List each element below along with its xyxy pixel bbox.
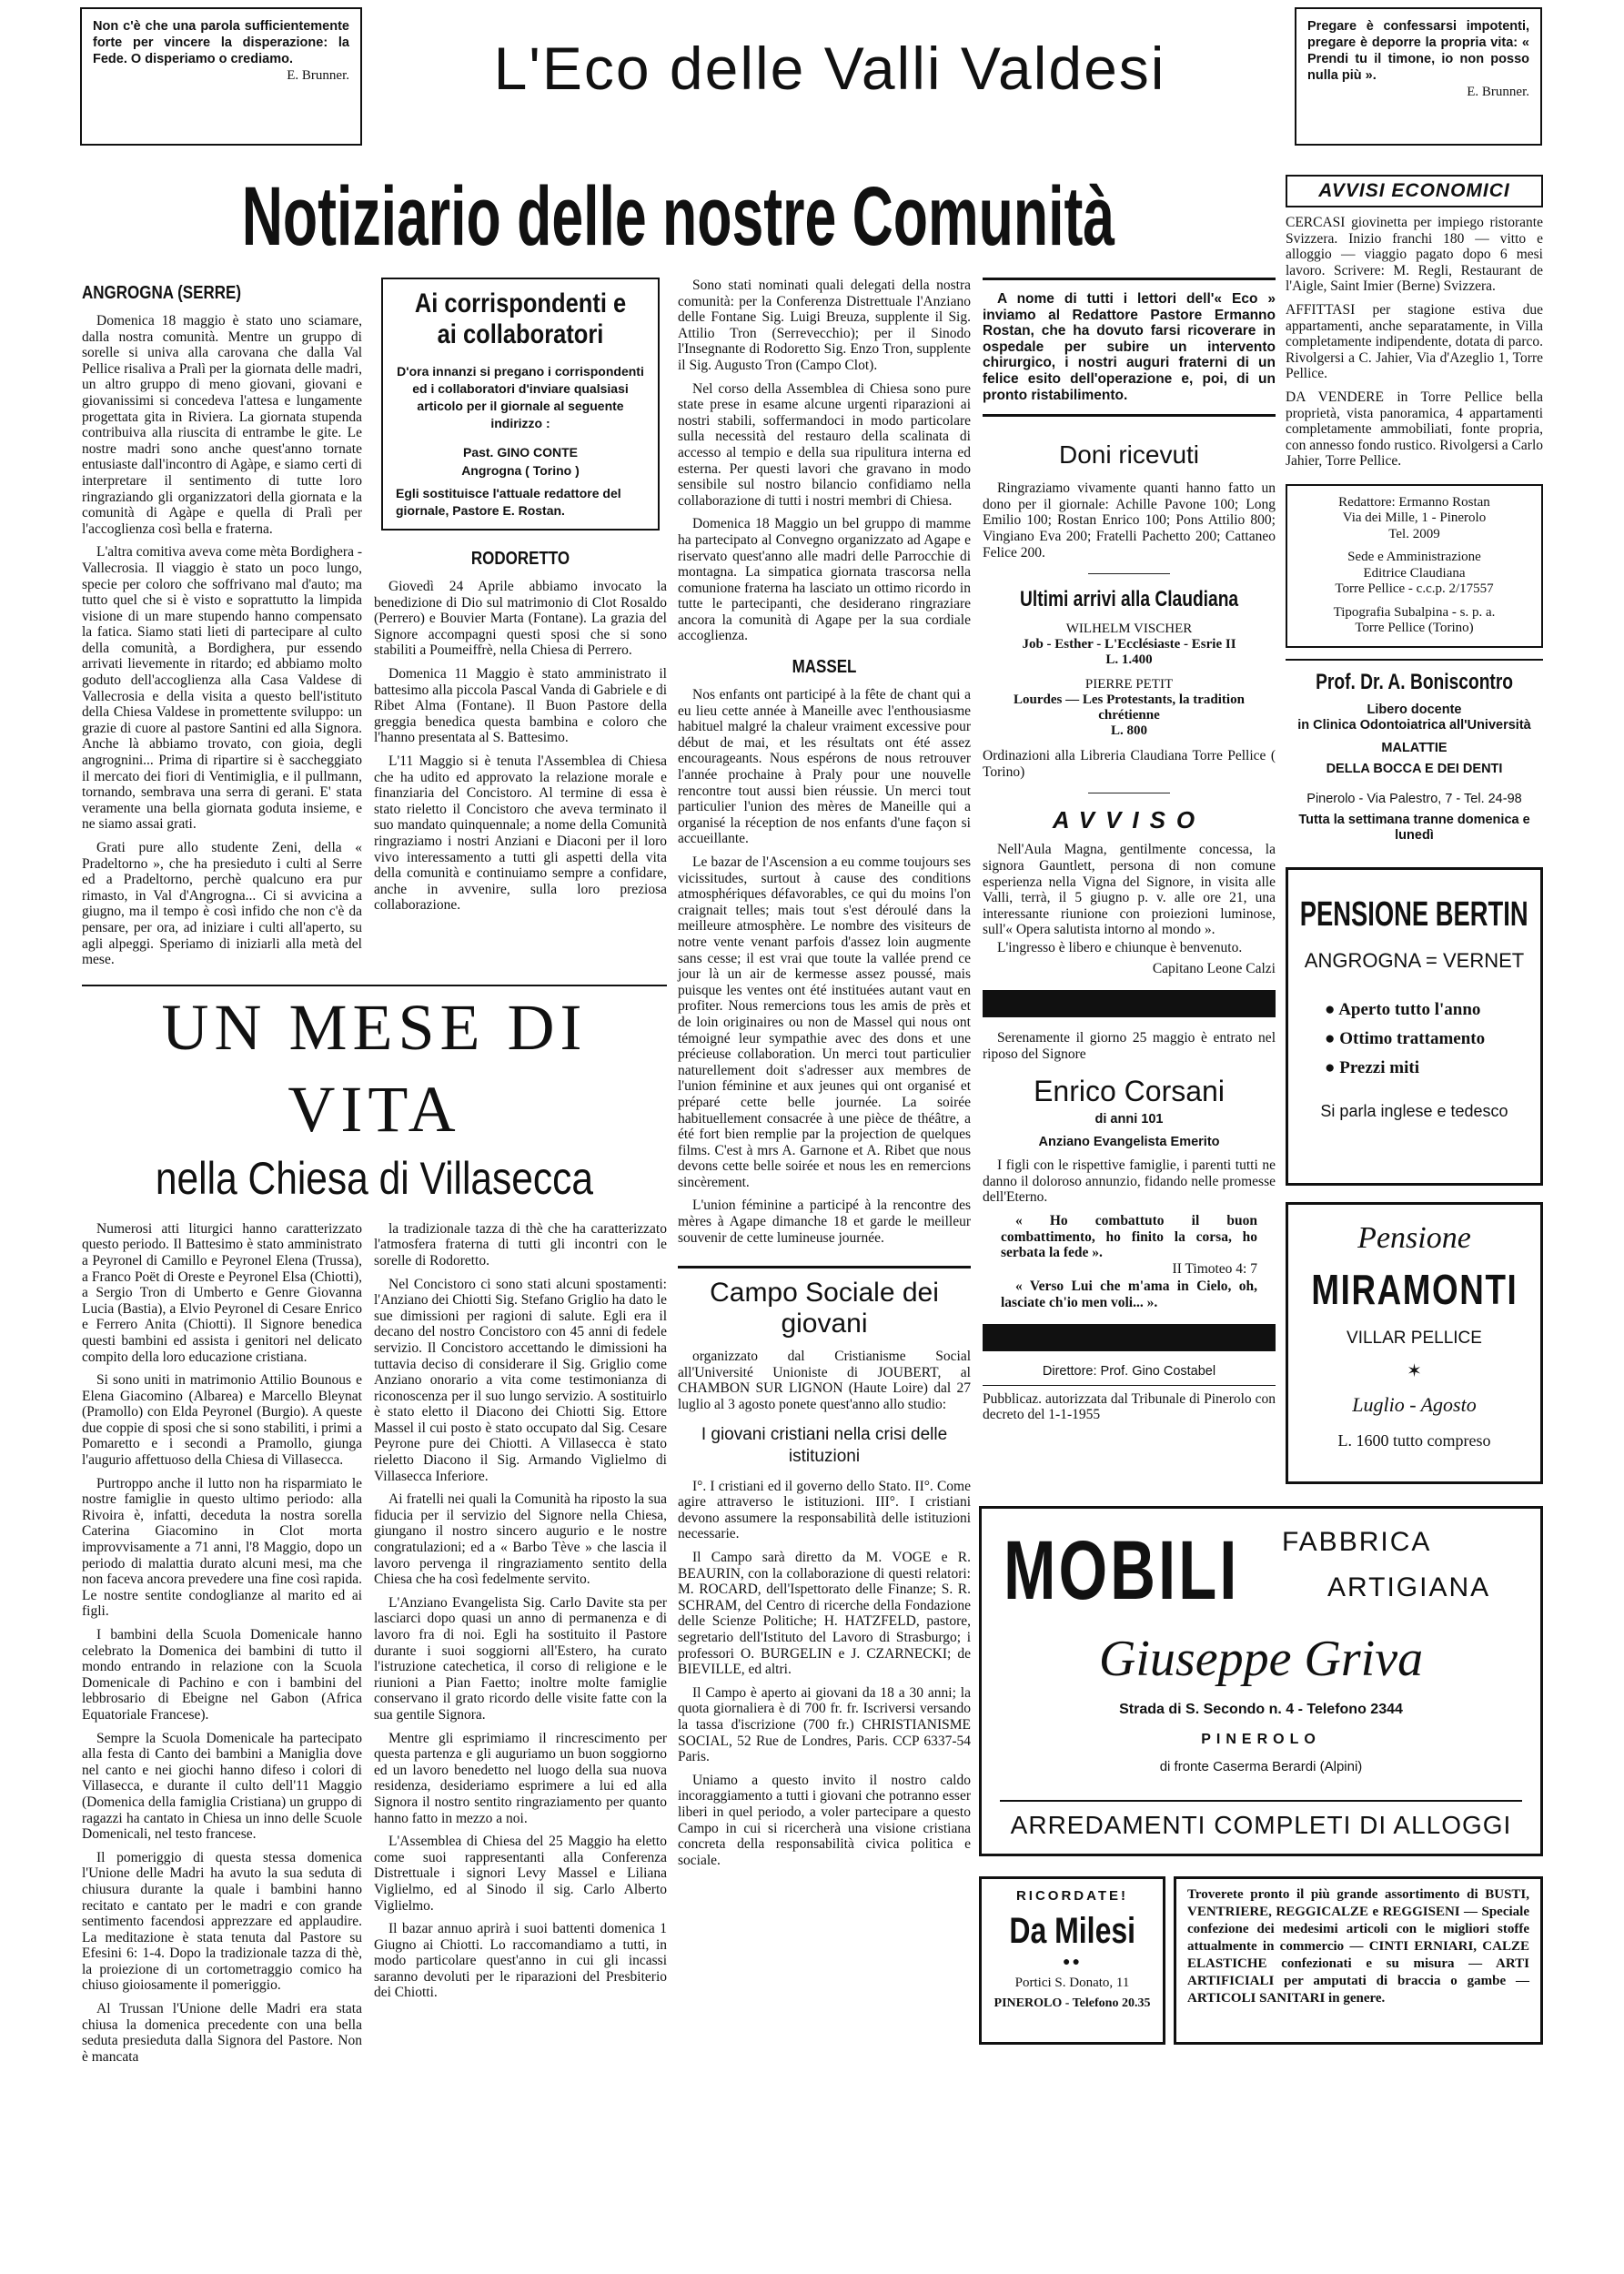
villasecca-title: UN MESE DI VITA xyxy=(161,990,588,1146)
imprint-line: Editrice Claudiana xyxy=(1363,565,1466,581)
milesi-ad xyxy=(979,1876,1165,2045)
correspondents-box xyxy=(381,278,660,531)
right-block xyxy=(979,180,1543,2045)
milesi-remember: RICORDATE! xyxy=(1015,1887,1129,1904)
dots-icon: ●● xyxy=(1063,1953,1082,1968)
claudiana-orders: Ordinazioni alla Libreria Claudiana Torre Pellice ( Torino) xyxy=(983,748,1276,780)
dentist-name: Prof. Dr. A. Boniscontro xyxy=(1316,669,1513,694)
dentist-line: DELLA BOCCA E DEI DENTI xyxy=(1326,761,1503,776)
paragraph: L'altra comitiva aveva come mèta Bordighera - Vallecrosia. Il viaggio è stato un poco lungo, specie per coloro che soffrivano mal d'auto; ma tutto quel che si è visto e soprattutto la limpida visione di un mare stupendo hanno compensato la fatica. Siamo stati lieti di partecipare al culto della comunità, a Bordighera, pur essendo arrivati lievemente in ritardo; ed abbiamo molto goduto dell'accoglienza alla Casa Valdese di Vallecrosia e della visita a questo bell'istituto della Chiesa Valdese in promettente sviluppo: un grazie di cuore al pastore Santini ed alla Signora. Anche là abbiamo trovato, con gioia, degli angrognini... Prima di ripartire si è saccheggiato il mercato dei fiori di Ventimiglia, e il pullmann, tornando, sembrava una serra di gerani. E' stata veramente una bella giornata goduta insieme, e ne siamo assai grati. xyxy=(82,544,362,833)
feature-item xyxy=(1325,1058,1531,1078)
miramonti-name: MIRAMONTI xyxy=(1311,1265,1518,1313)
milesi-text: Troverete pronto il più grande assortimento di BUSTI, VENTRIERE, REGGICALZE e REGGISENI — Speciale confezione dei medesimi articoli con le migliori stoffe attualmente in commercio — CINTI ERNIARI, CALZE ELASTICHE confezionati e su misura — ARTI ARTIFICIALI per amputati di braccia o gambe — ARTICOLI SANITARI in genere. xyxy=(1187,1886,1529,2006)
paragraph: Domenica 11 Maggio è stato amministrato il battesimo alla piccola Pascal Vanda di Gabriele e di Ribet Alma (Fontane). Il Buon Pastore della greggia benedica questa bambina e coloro che l'hanno presentata al S. Battesimo. xyxy=(374,665,667,746)
header-right-quote-box xyxy=(1295,7,1542,146)
paragraph: L'union féminine a participé à la rencontre des mères à Agape dimanche 18 et garde le meilleur souvenir de cette lumineuse journée. xyxy=(678,1198,971,1246)
column-3 xyxy=(678,278,971,1868)
paragraph: Si sono uniti in matrimonio Attilio Bounous e Elena Giacomino (Albarea) e Marcello Bleynat (Pramollo) con Elda Peyronel (Burgio). A queste due coppie di sposi che si sono stabiliti, i primi a Pomaretto e i secondi a Pramollo, giunga l'augurio affettuoso della Chiesa di Villasecca. xyxy=(82,1372,362,1469)
imprint-line: Sede e Amministrazione xyxy=(1347,550,1481,565)
paragraph: Sono stati nominati quali delegati della nostra comunità: per la Conferenza Distrettuale l'Anziano delle Fontane Sig. Luigi Breuza, supplente il Sig. Attilio Tron (Serrevecchio); per il Sinodo l'Insegnante di Rodoretto Sig. Enzo Tron, supplente il Sig. Augusto Tron (Campo Clot). xyxy=(678,278,971,373)
milesi-city: PINEROLO - Telefono 20.35 xyxy=(994,1996,1151,2010)
paragraph: Mentre gli esprimiamo il rincrescimento per questa partenza e gli auguriamo un buon soggiorno ed un lavoro benedetto nel luogo della sua nuova residenza, desideriamo esprimere a lui ed alla Signora il nostro sentito ringraziamento per quanto hanno fatto in mezzo a noi. xyxy=(374,1730,667,1826)
bullet-icon: ● xyxy=(1325,999,1339,1019)
avviso-title: AVVISO xyxy=(1052,806,1206,834)
mobili-address: Strada di S. Secondo n. 4 - Telefono 2344 xyxy=(1119,1701,1403,1717)
paragraph: Le bazar de l'Ascension a eu comme toujours ses vicissitudes, surtout à cause des conditions atmosphériques défavorables, ce qui du moins l'on craignait telles; mais tout s'est déroulé dans la meilleure atmosphère. Le nombre des visiteurs de notre vente venant parfois d'assez loin augmente sans cesse; il est vrai que toute la vallée prend ce jour là un air de kermesse assez poussé, mais puisque les ventes ont été instituées autant vaut en profiter. Nous remercions tous les amis de près et de loin originaires ou non de Massel qui nous ont témoigné leur sympathie avec des dons et une précieuse collaboration. Un merci tout particulier naturellement doit s'adresser aux membres de l'union féminine et aux jeunes qui ont organisé et préparé cette belle journée. La soirée habituellement consacrée à une pièce de théâtre, a été fort bien remplie par la projection de quelques films. C'est à mrs A. Garnone et A. Ribet que nous devons cette belle soirée et nous les en remercions sincèrement. xyxy=(678,854,971,1190)
header-right-quote: Pregare è confessarsi impotenti, pregare è deporre la propria vita: « Prendi tu il timone, io non posso nulla più ». xyxy=(1307,19,1529,83)
mobili-name: Giuseppe Griva xyxy=(1098,1630,1424,1687)
book-entry xyxy=(983,622,1276,668)
doni-text: Ringraziamo vivamente quanti hanno fatto un dono per il giornale: Achille Pavone 100; Long Emilio 100; Rostan Enrico 100; Pons Attilio 800; Vingiano Eva 200; Fratelli Pachetto 200; Cattaneo Felice 200. xyxy=(983,480,1276,561)
villasecca-col1 xyxy=(82,1221,362,2066)
obituary-reference: II Timoteo 4: 7 xyxy=(1172,1260,1257,1277)
mobili-line: ARTIGIANA xyxy=(1327,1572,1491,1602)
dentist-ad xyxy=(1286,659,1543,844)
paragraph: Il bazar annuo aprirà i suoi battenti domenica 1 Giugno ai Chiotti. Lo raccomandiamo a tutti, in modo particolare quest'anno in cui gli incassi saranno devoluti per le riparazioni del Presbiterio dei Chiotti. xyxy=(374,1921,667,2001)
mobili-tagline: ARREDAMENTI COMPLETI DI ALLOGGI xyxy=(1000,1800,1522,1840)
right-column xyxy=(1286,175,1543,1484)
avviso-text: Nell'Aula Magna, gentilmente concessa, la signora Gauntlett, persona di non comune esperienza nella Vigna del Signore, in visita alle Valli, terrà, il 5 giugno p. v. alle ore 21, una interessante riunione con proiezioni luminose, sull'« Opera salutista intorno al mondo ». xyxy=(983,842,1276,938)
miramonti-price: L. 1600 tutto compreso xyxy=(1337,1430,1491,1450)
avviso-sign: Capitano Leone Calzi xyxy=(1152,961,1276,977)
milesi-name: Da Milesi xyxy=(1009,1910,1135,1951)
milesi-row xyxy=(979,1876,1543,2045)
header-left-quote: Non c'è che una parola sufficientemente forte per vincere la disperazione: la Fede. O disperiamo o crediamo. xyxy=(93,19,349,66)
pensione-bertin-ad xyxy=(1286,867,1543,1186)
mobili-griva-ad xyxy=(979,1506,1543,1856)
obituary-intro: Serenamente il giorno 25 maggio è entrato nel riposo del Signore xyxy=(983,1030,1276,1062)
article-title: RODORETTO xyxy=(470,549,570,569)
correspondents-place: Angrogna ( Torino ) xyxy=(461,463,580,478)
page-headline-wrap xyxy=(82,162,1274,271)
paragraph: Uniamo a questo invito il nostro caldo incoraggiamento a tutti i giovani che potranno esser liberi in quel periodo, a voler partecipare a questo Campo in cui si ricercherà una visione cristiana concreta della responsabilità civica politica e sociale. xyxy=(678,1772,971,1868)
book-title: Lourdes — Les Protestants, la tradition chrétienne xyxy=(1014,692,1245,723)
classified-ad: DA VENDERE in Torre Pellice bella proprietà, vista panoramica, 4 appartamenti completamente ammobiliati, fonte propria, con annesso fondo rustico. Rivolgersi a Carlo Jahier, Torre Pellice. xyxy=(1286,389,1543,470)
paragraph: Nos enfants ont participé à la fête de chant qui a eu lieu cette année à Maneille avec l'enthousiasme habituel malgré la chaleur vraiment excessive pour début de mai, et les résultats ont été assez encourageants. Nous espérons de nous retrouver l'année prochaine à Praly pour une nouvelle rencontre tout aussi bien réussie. Un merci tout particulier l'union des mères de Maneille qui a organisé la réception de nos enfants d'une façon si accueillante. xyxy=(678,687,971,847)
villasecca-subtitle: nella Chiesa di Villasecca xyxy=(155,1152,594,1204)
bertin-name: PENSIONE BERTIN xyxy=(1300,894,1528,934)
correspondents-title: Ai corrispondenti e ai collaboratori xyxy=(414,288,627,349)
imprint-line: Tipografia Subalpina - s. p. a. xyxy=(1333,604,1496,620)
obituary-quote: « Ho combattuto il buon combattimento, ho finito la corsa, ho serbata la fede ». xyxy=(1001,1213,1257,1261)
feature-label: Prezzi miti xyxy=(1339,1057,1419,1077)
campo-intro: organizzato dal Cristianisme Social all'Université Unioniste di JOUBERT, al CHAMBON SUR LIGNON (Haute Loire) dal 27 luglio al 3 agosto ponete quest'anno allo studio: xyxy=(678,1349,971,1413)
feature-label: Aperto tutto l'anno xyxy=(1338,999,1481,1019)
dentist-line: Libero docente xyxy=(1367,702,1462,717)
obituary-text: I figli con le rispettive famiglie, i parenti tutti ne danno il doloroso annunzio, fidando nelle promesse dell'Eterno. xyxy=(983,1157,1276,1206)
director: Direttore: Prof. Gino Costabel xyxy=(983,1364,1276,1386)
imprint-line: Torre Pellice (Torino) xyxy=(1355,621,1474,636)
pensione-miramonti-ad xyxy=(1286,1202,1543,1484)
bertin-languages: Si parla inglese e tedesco xyxy=(1320,1101,1508,1120)
avvisi-title: AVVISI ECONOMICI xyxy=(1286,175,1543,207)
article-angrogna xyxy=(82,278,362,968)
miramonti-label: Pensione xyxy=(1357,1220,1471,1255)
left-block xyxy=(82,278,667,2065)
book-author: PIERRE PETIT xyxy=(1084,677,1174,692)
villasecca-col2 xyxy=(374,1221,667,2001)
miramonti-place: VILLAR PELLICE xyxy=(1347,1328,1482,1348)
paragraph: Giovedì 24 Aprile abbiamo invocato la benedizione di Dio sul matrimonio di Clot Rosaldo (Perrero) e Bouvier Marta (Fontane). La grazia del Signore accompagni questi sposi che si sono stabiliti a Poumeiffrè, nella Chiesa di Perrero. xyxy=(374,579,667,659)
paragraph: Purtroppo anche il lutto non ha risparmiato le nostre famiglie in questo ultimo periodo: alla Rivoira è, infatti, deceduta la nostra sorella Caterina Giacomino in Clot morta improvvisamente a 71 anni, l'8 Maggio, dopo un periodo di malattia durato alcuni mesi, ma che non faceva ancora prevedere una fine così rapida. Le nostre sentite condoglianze al marito ed ai figli. xyxy=(82,1475,362,1620)
paragraph: Al Trussan l'Unione delle Madri era stata chiusa la domenica precedente con una bella seduta presieduta dalla Signora del Pastore. Non è mancata xyxy=(82,2001,362,2065)
milesi-text-box xyxy=(1174,1876,1543,2045)
paragraph: Grati pure allo studente Zeni, della « Pradeltorno », che ha presieduto i culti al Serre ed a Pradeltorno, perchè qualcuno era pur rimasto, in Val d'Angrogna... Ci si avvicina a giugno, ma il tempo è così infido che non c'è da pensare, per ora, ad iniziare i culti all'aperto, su agli alpeggi. Speriamo di iniziarli alla metà del mese. xyxy=(82,840,362,968)
obituary-quote: « Verso Lui che m'ama in Cielo, oh, lasciate ch'io men voli... ». xyxy=(1001,1278,1257,1310)
obituary-name: Enrico Corsani xyxy=(1034,1075,1225,1108)
mobili-big: MOBILI xyxy=(1004,1523,1240,1617)
bullet-icon: ● xyxy=(1325,1028,1340,1048)
campo-sociale xyxy=(678,1266,971,1868)
paragraph: Sempre la Scuola Domenicale ha partecipato alla festa di Canto dei bambini a Maniglia dove nel canto e nei giochi hanno difeso i colori di Villasecca, e durante il culto dell'11 Maggio (Domenica della famiglia Cristiana) un gruppo di ragazzi ha cantato in Chiesa un inno delle Scuole Domenicali, nel testo francese. xyxy=(82,1730,362,1843)
paragraph: Numerosi atti liturgici hanno caratterizzato questo periodo. Il Battesimo è stato amministrato a Peyronel di Camillo e Peyronel Elena (Trussa), a Franco Poët di Oreste e Peyronel Elsa (Chiotti), a Sergio Tron di Umberto e Genre Giovanna Lucia (Bastia), a Elvio Peyronel di Cesare Enrico e Ferrero Anita (Chiotti). Il Signore benedica questi bambini ed assista i genitori nel delicato compito della loro educazione cristiana. xyxy=(82,1220,362,1365)
bertin-place: ANGROGNA = VERNET xyxy=(1304,948,1525,972)
mourning-bar xyxy=(983,990,1276,1017)
classified-ad: CERCASI giovinetta per impiego ristorante Svizzera. Inizio franchi 180 — vitto e alloggio — viaggio pagato dopo 6 mesi lavoro. Scrivere: M. Regli, Restaurant de l'Aigle, Saint Imier (Berne) Svizzera. xyxy=(1286,215,1543,295)
obituary-role: Anziano Evangelista Emerito xyxy=(1038,1135,1220,1150)
classified-ad: AFFITTASI per stagione estiva due appartamenti, anche separatamente, in Villa completamente indipendente, dotata di parco. Rivolgersi a C. Jahier, Via d'Azeglio 1, Torre Pellice. xyxy=(1286,301,1543,382)
paragraph: L'Assemblea di Chiesa del 25 Maggio ha eletto come suoi rappresentanti alla Conferenza Distrettuale i signori Levy Massel e Liliana Viglielmo, ed al Sinodo il sig. Carlo Alberto Viglielmo. xyxy=(374,1834,667,1914)
mobili-landmark: di fronte Caserma Berardi (Alpini) xyxy=(1159,1758,1363,1774)
correspondents-text: D'ora innanzi si pregano i corrispondenti ed i collaboratori d'inviare qualsiasi articolo per il giornale al seguente indirizzo : xyxy=(397,364,644,430)
paragraph: L'11 Maggio si è tenuta l'Assemblea di Chiesa che ha udito ed approvato la relazione morale e finanziaria del Concistoro. Al termine di essa è stato rieletto il Concistoro che aveva terminato il suo mandato quinquennale; a nome della Comunità ringraziamo i nostri Anziani e Diaconi per il loro vivo interessamento a tutti gli aspetti della vita della comunità e continuiamo sempre a confidare, anche in avvenire, sulla loro preziosa collaborazione. xyxy=(374,753,667,914)
obituary-age: di anni 101 xyxy=(1094,1112,1164,1127)
paragraph: I bambini della Scuola Domenicale hanno celebrato la Domenica dei bambini di tutto il mondo entrando in relazione con la Scuola Domenicale di Pachino e con i bambini del lebbrosario di Ebeigne nel Gabon (Africa Equatoriale Francese). xyxy=(82,1627,362,1723)
imprint-line: Redattore: Ermanno Rostan xyxy=(1338,494,1490,510)
column-4 xyxy=(979,278,1276,1423)
claudiana-title: Ultimi arrivi alla Claudiana xyxy=(1019,587,1239,612)
column-2 xyxy=(374,278,667,914)
dentist-line: MALATTIE xyxy=(1381,740,1447,755)
dentist-line: in Clinica Odontoiatrica all'Università xyxy=(1297,717,1531,733)
feature-item xyxy=(1325,1000,1531,1020)
paragraph: Nel Concistoro ci sono stati alcuni spostamenti: l'Anziano dei Chiotti Sig. Stefano Griglio ha dato le sue dimissioni per ragioni di salute. Egli era il decano del nostro Concistoro con 45 anni di fedele servizio. Il Concistoro accettando le dimissioni ha tuttavia deciso di considerare il Sig. Griglio come Anziano onorario a vita come testimonianza di riconoscenza per il suo lungo servizio. A sostituirlo è stato eletto il Diacono dei Chiotti Sig. Ettore Massel il cui posto è stato occupato dal Sig. Cesare Peyrone pure dei Chiotti. A Villasecca è stato rieletto Diacono il Sig. Armando Viglielmo di Villasecca Inferiore. xyxy=(374,1276,667,1484)
header-right-author: E. Brunner. xyxy=(1467,85,1529,99)
correspondents-name: Past. GINO CONTE xyxy=(462,445,579,460)
authorization: Pubblicaz. autorizzata dal Tribunale di Pinerolo con decreto del 1-1-1955 xyxy=(983,1390,1276,1423)
imprint-box xyxy=(1286,484,1543,648)
campo-subtitle: I giovani cristiani nella crisi delle istituzioni xyxy=(701,1424,948,1466)
book-entry xyxy=(983,677,1276,739)
bullet-icon: ● xyxy=(1325,1057,1340,1077)
paragraph: Domenica 18 Maggio un bel gruppo di mamme ha partecipato al Convegno organizzato ad Agape e riservato quest'anno alle madri delle Parrocchie di montagna. La simpatica giornata trascorsa nella comunione fraterna ha lasciato un ottimo ricordo in tutte le partecipanti, che desiderano ringraziare ancora la comunità di Agape per la sua cordiale accoglienza. xyxy=(678,516,971,644)
feature-label: Ottimo trattamento xyxy=(1339,1028,1486,1048)
claudiana-title-wrap xyxy=(983,587,1276,612)
campo-title: Campo Sociale dei giovani xyxy=(710,1278,939,1339)
mourning-bar xyxy=(983,1324,1276,1351)
page-headline: Notiziario delle nostre Comunità xyxy=(241,170,1115,263)
paragraph: Il Campo sarà diretto da M. VOGE e R. BEAURIN, con la collaborazione di questi relatori: M. ROCARD, dell'Ispettorato delle Finanze; S. R. SCHRAM, del Centro di ricerche della Fondazione delle Scienze Politiche; H. HATZFELD, pastore, segretario dell'Istituto del Lavoro di Strasburgo; i professori O. BURGELIN e J. CZARNECKI; de BIEVILLE, ed altri. xyxy=(678,1550,971,1678)
dentist-address: Pinerolo - Via Palestro, 7 - Tel. 24-98 xyxy=(1306,791,1522,806)
article-title: MASSEL xyxy=(792,657,857,678)
doni-title: Doni ricevuti xyxy=(1058,440,1200,470)
wishes-text: A nome di tutti i lettori dell'« Eco » inviamo al Redattore Pastore Ermanno Rostan, che ha dovuto farsi ricoverare in ospedale per subire un intervento chirurgico, i nostri auguri fraterni di un felice esito dell'operazione e, poi, di un pronto ristabilimento. xyxy=(983,291,1276,403)
wishes-box xyxy=(983,278,1276,417)
imprint-line: Via dei Mille, 1 - Pinerolo xyxy=(1342,510,1487,526)
villasecca-headline xyxy=(82,985,667,1207)
paragraph: Nel corso della Assemblea di Chiesa sono pure state prese in esame alcune urgenti riparazioni ai nostri stabili, soffermandoci in modo particolare sulla necessità del restauro della scalinata di accesso al tempio e della sua ripulitura interna ed esterna. Per questi lavori che gravano in modo sensibile sul nostro bilancio confidiamo nella collaborazione di tutti i nostri membri di Chiesa. xyxy=(678,380,971,509)
paragraph: Il pomeriggio di questa stessa domenica l'Unione delle Madri ha avuto la sua seduta di chiusura durante la quale i bambini hanno recitato e cantato per le madri e con grande sentimento facendosi apprezzare ed applaudire. La meditazione è stata tenuta dal Pastore su Efesini 6: 1-4. Dopo la tradizionale tazza di thè, la proiezione di un cortometraggio comico ha chiuso gioiosamente il pomeriggio. xyxy=(82,1849,362,1994)
book-price: L. 800 xyxy=(1110,723,1147,739)
correspondents-note: Egli sostituisce l'attuale redattore del giornale, Pastore E. Rostan. xyxy=(396,486,621,518)
book-title: Job - Esther - L'Ecclésiaste - Esrie II xyxy=(1022,637,1236,652)
masthead-title: L'Eco delle Valli Valdesi xyxy=(493,35,1166,102)
paragraph: L'Anziano Evangelista Sig. Carlo Davite sta per lasciarci dopo quasi un anno di permanenza e di lavoro fra di noi. Egli ha sostituito il Pastore durante i suoi soggiorni all'Estero, ha curato l'istruzione catechetica, il corso di religione e le riunioni a Pian Faetto; inoltre molte famiglie conservano il grato ricordo delle visite fatte con la sua gentile Signora. xyxy=(374,1594,667,1723)
imprint-line: Torre Pellice - c.c.p. 2/17557 xyxy=(1335,581,1494,597)
avviso-text2: L'ingresso è libero e chiunque è benvenuto. xyxy=(997,939,1243,955)
header-left-author: E. Brunner. xyxy=(287,68,349,83)
mobili-city: PINEROLO xyxy=(1201,1731,1321,1747)
miramonti-season: Luglio - Agosto xyxy=(1352,1392,1477,1416)
book-price: L. 1.400 xyxy=(1105,652,1153,668)
paragraph: Domenica 18 maggio è stato uno sciamare, dalla nostra comunità. Mentre un gruppo di sorelle si univa alla carovana che dalla Val Pellice risaliva a Pralì per la giornata delle madri, un altro gruppo di meno giovani, giovani e giovanissimi si concedeva l'attesa e lungamente progettata gita in Riviera. La giornata stupenda contribuiva alla riuscita di entrambe le gite. Le nostre madri sono anche quest'anno tornate entusiaste dall'incontro di Agàpe, e siamo certi di interpretare il sentimento di tutte loro ringraziando gli organizzatori della giornata e la comunità di Agàpe e quella di Pralì per l'accoglienza così bella e fraterna. xyxy=(82,313,362,537)
star-icon: ✶ xyxy=(1407,1360,1422,1381)
header-left-quote-box xyxy=(80,7,362,146)
book-author: WILHELM VISCHER xyxy=(1065,622,1193,637)
mobili-line: FABBRICA xyxy=(1282,1526,1432,1557)
paragraph: Il Campo è aperto ai giovani da 18 a 30 anni; la quota giornaliera è di 700 fr. fr. Iscriversi versando la tassa d'iscrizione (700 fr.) CHRISTIANISME SOCIAL, 52 Rue de Londres, Paris. CCP 6337-54 Paris. xyxy=(678,1684,971,1765)
milesi-address: Portici S. Donato, 11 xyxy=(1014,1975,1130,1990)
paragraph: la tradizionale tazza di thè che ha caratterizzato l'atmosfera fraterna di tutti gli incontri con le sorelle di Rodoretto. xyxy=(374,1220,667,1268)
dentist-hours: Tutta la settimana tranne domenica e lunedì xyxy=(1298,812,1530,843)
article-title: ANGROGNA (SERRE) xyxy=(82,283,242,303)
feature-item xyxy=(1325,1029,1531,1049)
paragraph: I°. I cristiani ed il governo dello Stato. II°. Come agire attraverso le istituzioni. III°. I cristiani devono assumere la responsabilità delle istituzioni necessarie. xyxy=(678,1478,971,1542)
imprint-line: Tel. 2009 xyxy=(1388,526,1440,541)
paragraph: Ai fratelli nei quali la Comunità ha riposto la sua fiducia per il servizio del Signore nella Chiesa, giungano il nostro sincero augurio e le nostre congratulazioni; ed a « Barbo Tève » che lascia il lavoro pervenga il ringraziamento sentito della Chiesa che ha così fedelmente servito. xyxy=(374,1491,667,1588)
